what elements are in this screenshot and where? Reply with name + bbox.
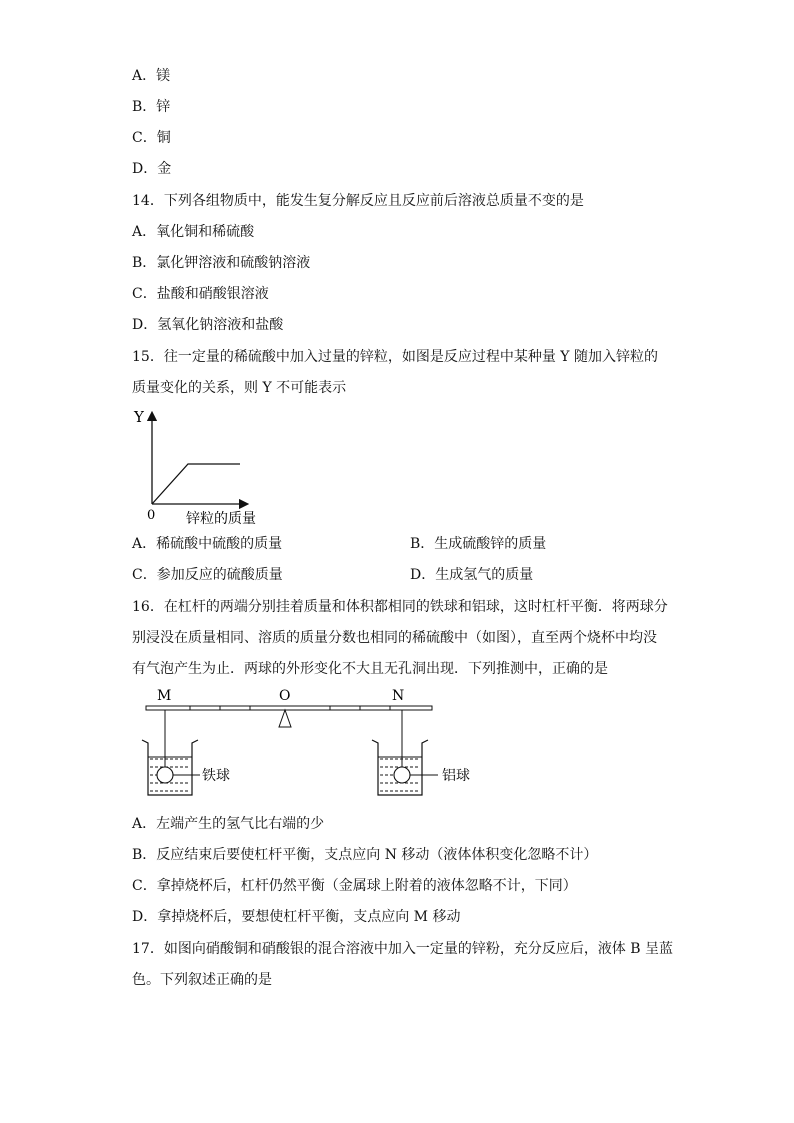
- q16-stem-line2: 别浸没在质量相同、溶质的质量分数也相同的稀硫酸中（如图），直至两个烧杯中均没: [132, 630, 657, 646]
- q16-lever: [146, 706, 432, 710]
- q13-option-d: D．金: [132, 161, 172, 177]
- q16-label-aluminum: 铝球: [442, 768, 470, 784]
- q15-x-label: 锌粒的质量: [186, 511, 256, 527]
- q15-stem-line2: 质量变化的关系，则 Y 不可能表示: [132, 380, 347, 396]
- q16-stem-line1: 16．在杠杆的两端分别挂着质量和体积都相同的铁球和铝球，这时杠杆平衡．将两球分: [132, 599, 668, 615]
- q16-left-beaker: [142, 740, 198, 795]
- q16-label-m: M: [157, 688, 172, 704]
- q16-option-b: B．反应结束后要使杠杆平衡，支点应向 N 移动（液体体积变化忽略不计）: [132, 847, 598, 863]
- q16-fulcrum: [279, 710, 291, 727]
- q15-option-c: C．参加反应的硫酸质量: [132, 567, 283, 583]
- q13-option-c: C．铜: [132, 130, 171, 146]
- q15-option-d: D．生成氢气的质量: [410, 567, 534, 583]
- q16-aluminum-ball: [394, 767, 410, 783]
- q15-y-label: Y: [134, 408, 144, 426]
- q16-label-o: O: [279, 688, 291, 704]
- q16-iron-ball: [157, 767, 173, 783]
- q15-origin-label: 0: [147, 508, 156, 523]
- q14-option-a: A．氧化铜和稀硫酸: [132, 224, 255, 240]
- q16-stem-line3: 有气泡产生为止．两球的外形变化不大且无孔洞出现．下列推测中，正确的是: [132, 661, 608, 677]
- q15-option-a: A．稀硫酸中硫酸的质量: [132, 536, 283, 552]
- q13-option-b: B．锌: [132, 99, 171, 115]
- q14-option-c: C．盐酸和硝酸银溶液: [132, 286, 269, 302]
- q16-label-iron: 铁球: [202, 768, 230, 784]
- q16-label-n: N: [392, 688, 405, 704]
- q14-option-b: B．氯化钾溶液和硫酸钠溶液: [132, 255, 311, 271]
- q16-option-c: C．拿掉烧杯后，杠杆仍然平衡（金属球上附着的液体忽略不计，下同）: [132, 878, 577, 894]
- q15-curve: [152, 464, 240, 504]
- q15-stem-line1: 15．往一定量的稀硫酸中加入过量的锌粒，如图是反应过程中某种量 Y 随加入锌粒的: [132, 349, 658, 365]
- q16-option-d: D．拿掉烧杯后，要想使杠杆平衡，支点应向 M 移动: [132, 909, 461, 925]
- q17-stem-line2: 色。下列叙述正确的是: [132, 972, 272, 988]
- q16-figure: [140, 683, 490, 803]
- q14-option-d: D．氢氧化钠溶液和盐酸: [132, 317, 284, 333]
- q15-graph: [128, 402, 268, 528]
- q17-stem-line1: 17．如图向硝酸铜和硝酸银的混合溶液中加入一定量的锌粉，充分反应后，液体 B 呈蓝: [132, 941, 674, 957]
- q14-stem: 14．下列各组物质中，能发生复分解反应且反应前后溶液总质量不变的是: [132, 193, 584, 209]
- q16-option-a: A．左端产生的氢气比右端的少: [132, 816, 325, 832]
- q13-option-a: A．镁: [132, 68, 171, 84]
- q15-option-b: B．生成硫酸锌的质量: [410, 536, 547, 552]
